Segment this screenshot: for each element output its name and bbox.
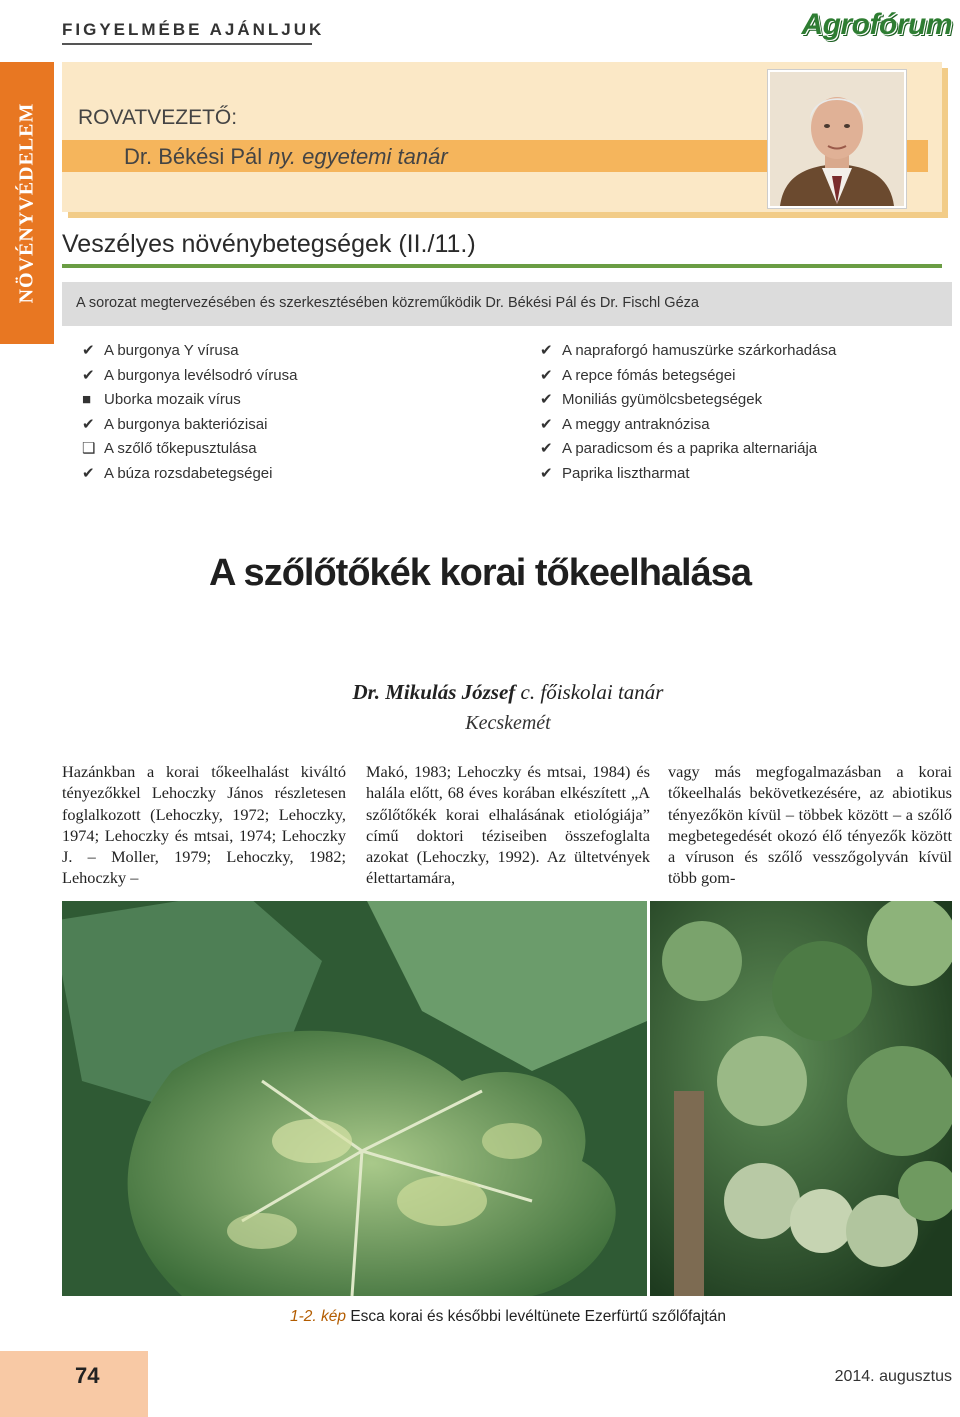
series-credit-bar: [62, 282, 952, 326]
checkmark-icon: ✔: [540, 342, 553, 359]
list-item: ✔ Moniliás gyümölcsbetegségek: [540, 388, 836, 413]
rovatvezeto-label: ROVATVEZETŐ:: [78, 106, 238, 129]
series-title: Veszélyes növénybetegségek (II./11.): [62, 230, 476, 258]
figure-caption-text: Esca korai és későbbi levéltünete Ezerfürtű szőlőfajtán: [350, 1308, 726, 1325]
list-item: ■ Uborka mozaik vírus: [82, 388, 297, 413]
list-item: ✔ A napraforgó hamuszürke szárkorhadása: [540, 339, 836, 364]
list-item: ✔ A repce fómás betegségei: [540, 364, 836, 389]
checkmark-icon: ✔: [540, 391, 553, 408]
photo-late-leaf-symptom: [650, 901, 952, 1296]
side-tab-label: NÖVÉNYVÉDELEM: [15, 102, 38, 304]
list-item: ✔ A burgonya levélsodró vírusa: [82, 364, 297, 389]
author-location: Kecskemét: [465, 712, 551, 734]
list-item: ✔ A burgonya bakteriózisai: [82, 413, 297, 438]
checkmark-icon: ✔: [540, 464, 553, 482]
checkmark-icon: ✔: [82, 415, 95, 433]
section-label: FIGYELMÉBE AJÁNLJUK: [62, 20, 325, 39]
page-number: 74: [75, 1363, 100, 1388]
side-section-tab: [0, 62, 54, 344]
checkmark-icon: ✔: [540, 440, 553, 457]
list-item: ✔ A meggy antraknózisa: [540, 413, 836, 438]
checkmark-icon: ✔: [82, 342, 95, 359]
series-list-right: [540, 339, 836, 486]
editor-title: ny. egyetemi tanár: [268, 144, 448, 169]
issue-date: 2014. augusztus: [834, 1368, 952, 1385]
list-item: ✔ A burgonya Y vírusa: [82, 339, 297, 364]
checkmark-icon: ✔: [82, 366, 95, 384]
figure-photos: [62, 901, 952, 1296]
checkmark-icon: ✔: [540, 366, 553, 384]
author-title: c. főiskolai tanár: [520, 680, 664, 704]
filled-square-icon: ■: [82, 391, 92, 408]
figure-caption: [0, 1308, 960, 1326]
body-column-2: Makó, 1983; Lehoczky és mtsai, 1984) és halála előtt, 68 éves korában elkészített „A szőlőtőkék korai elhalásának etiológiája” című doktori téziseiben összefoglalta azokat (Lehoczky, 1992). Az ültetvények élettartamára,: [366, 762, 650, 888]
checkmark-icon: ✔: [540, 415, 553, 433]
list-item: ✔ A búza rozsdabetegségei: [82, 462, 297, 487]
editor-name: Dr. Békési Pál: [124, 144, 263, 169]
checkmark-icon: ✔: [82, 464, 95, 482]
page-number-box: [0, 1351, 148, 1417]
article-title: A szőlőtőkék korai tőkeelhalása: [208, 552, 752, 594]
author-line: [0, 680, 960, 705]
empty-square-icon: ❑: [82, 440, 96, 457]
magazine-logo: Agrofórum: [801, 8, 952, 41]
body-column-1: Hazánkban a korai tőkeelhalást kiváltó tényezőkkel Lehoczky János részletesen foglalkozott (Lehoczky, 1972; Lehoczky, 1974; Lehoczky és mtsai, 1974; Lehoczky J. – Moller, 1979; Lehoczky, 1982; Lehoczky –: [62, 762, 346, 888]
series-underline: [62, 264, 942, 268]
list-item: ❑ A szőlő tőkepusztulása: [82, 437, 297, 462]
editor-portrait-photo: [768, 70, 906, 208]
list-item: ✔ Paprika lisztharmat: [540, 462, 836, 487]
editor-name-line: [124, 144, 448, 170]
figure-caption-label: 1-2. kép: [290, 1308, 347, 1325]
photo-early-leaf-symptom: [62, 901, 647, 1296]
section-divider: [62, 43, 312, 45]
series-credit: A sorozat megtervezésében és szerkesztésében közreműködik Dr. Békési Pál és Dr. Fischl Géza: [76, 295, 699, 311]
series-list-left: [82, 339, 297, 486]
editor-header-box: [62, 62, 942, 212]
author-name: Dr. Mikulás József: [352, 680, 516, 704]
list-item: ✔ A paradicsom és a paprika alternariája: [540, 437, 836, 462]
body-column-3: vagy más megfogalmazásban a korai tőkeelhalás bekövetkezésére, az abiotikus tényezőkön kívül – többek között – a szőlő megbetegedését okozó élő tényezők között a víruson és szőlő vesszőgolyván kívül több gom-: [668, 762, 952, 888]
